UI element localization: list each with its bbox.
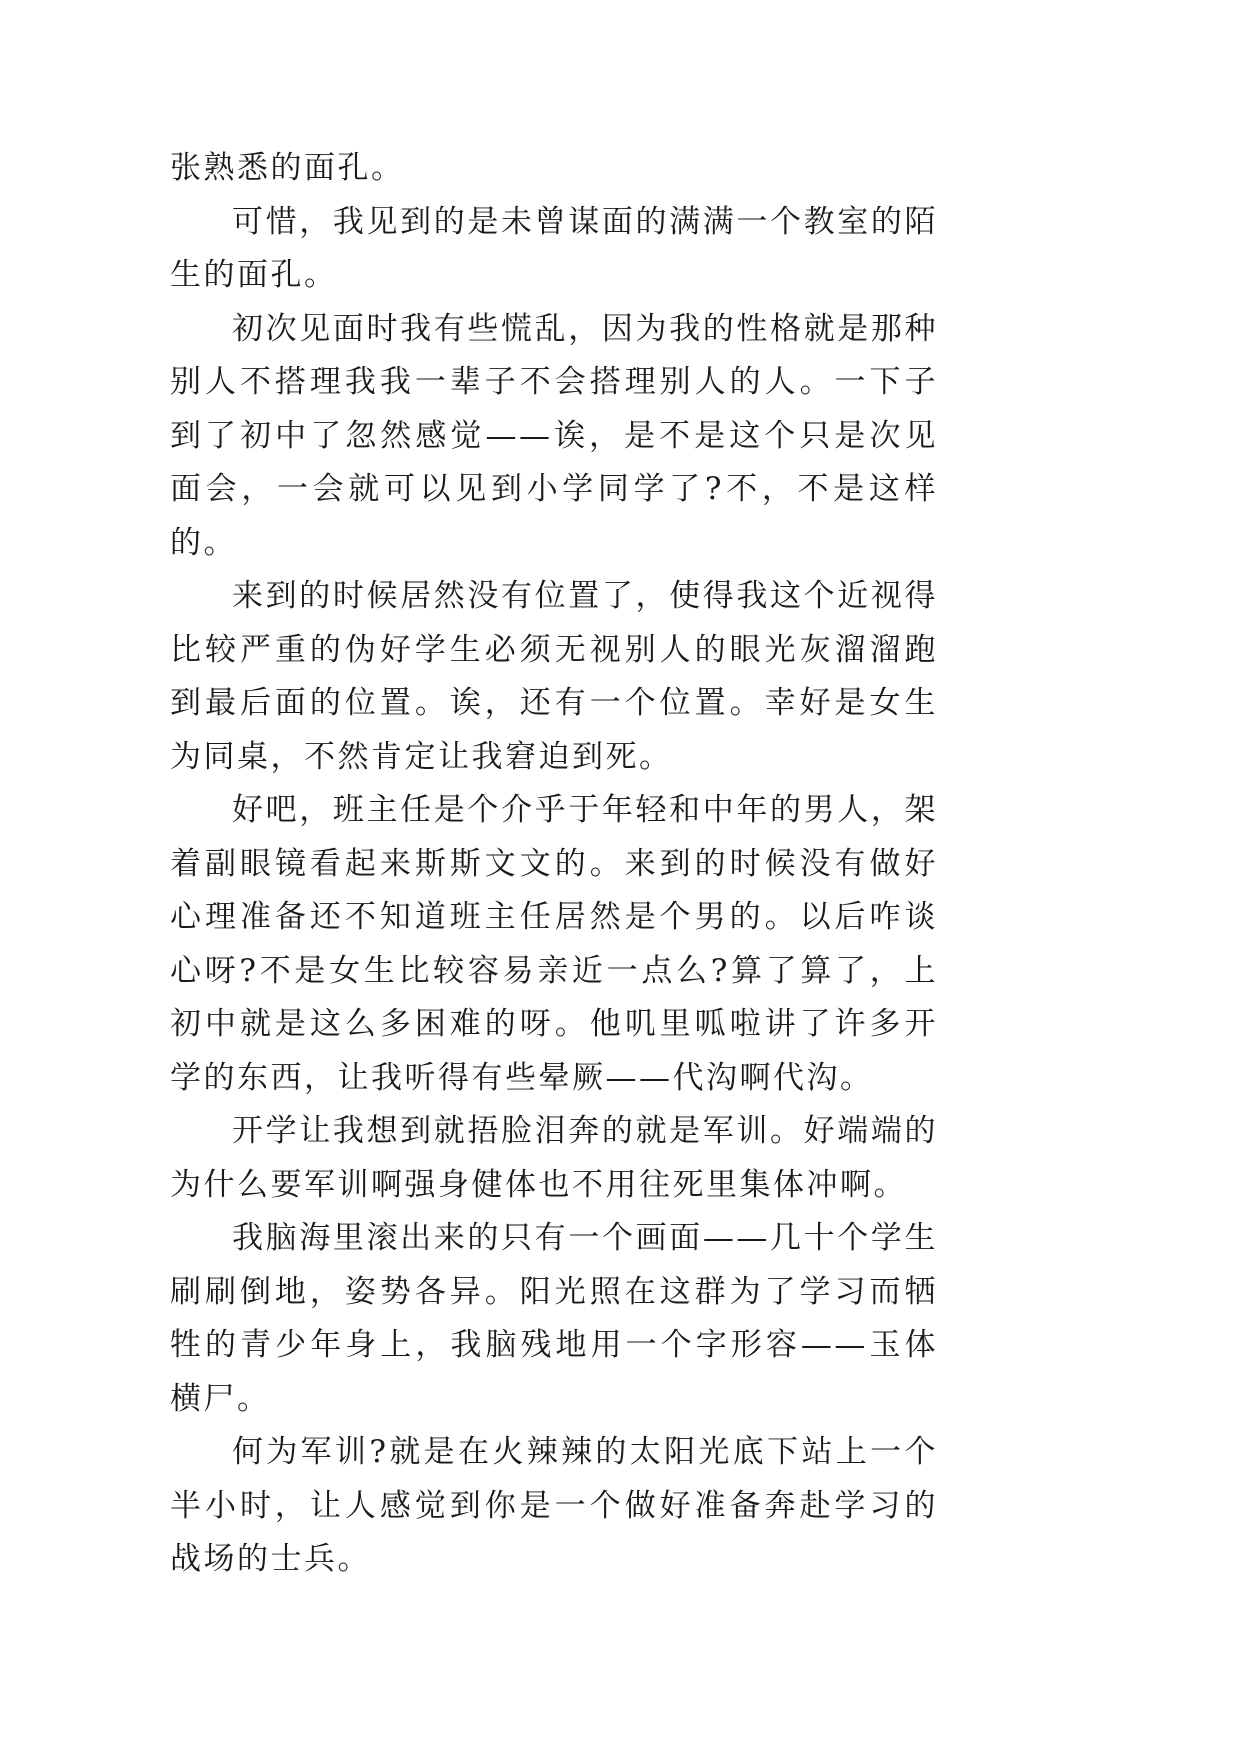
paragraph: 来到的时候居然没有位置了，使得我这个近视得比较严重的伪好学生必须无视别人的眼光灰溜溜跑到最后面的位置。诶，还有一个位置。幸好是女生为同桌，不然肯定让我窘迫到死。 bbox=[170, 578, 938, 775]
paragraph: 开学让我想到就捂脸泪奔的就是军训。好端端的为什么要军训啊强身健体也不用往死里集体冲啊。 bbox=[170, 1113, 938, 1203]
paragraph: 何为军训?就是在火辣辣的太阳光底下站上一个半小时，让人感觉到你是一个做好准备奔赴学习的战场的士兵。 bbox=[170, 1434, 938, 1577]
paragraph: 我脑海里滚出来的只有一个画面——几十个学生刷刷倒地，姿势各异。阳光照在这群为了学习而牺牲的青少年身上，我脑残地用一个字形容——玉体横尸。 bbox=[170, 1220, 938, 1417]
document-body bbox=[170, 142, 938, 1587]
paragraph: 可惜，我见到的是未曾谋面的满满一个教室的陌生的面孔。 bbox=[170, 203, 938, 293]
paragraph: 好吧，班主任是个介乎于年轻和中年的男人，架着副眼镜看起来斯斯文文的。来到的时候没有做好心理准备还不知道班主任居然是个男的。以后咋谈心呀?不是女生比较容易亲近一点么?算了算了，上初中就是这么多困难的呀。他叽里呱啦讲了许多开学的东西，让我听得有些晕厥——代沟啊代沟。 bbox=[170, 792, 938, 1096]
paragraph: 张熟悉的面孔。 bbox=[170, 150, 405, 186]
paragraph: 初次见面时我有些慌乱，因为我的性格就是那种别人不搭理我我一辈子不会搭理别人的人。一下子到了初中了忽然感觉——诶，是不是这个只是次见面会，一会就可以见到小学同学了?不，不是这样的。 bbox=[170, 310, 938, 561]
